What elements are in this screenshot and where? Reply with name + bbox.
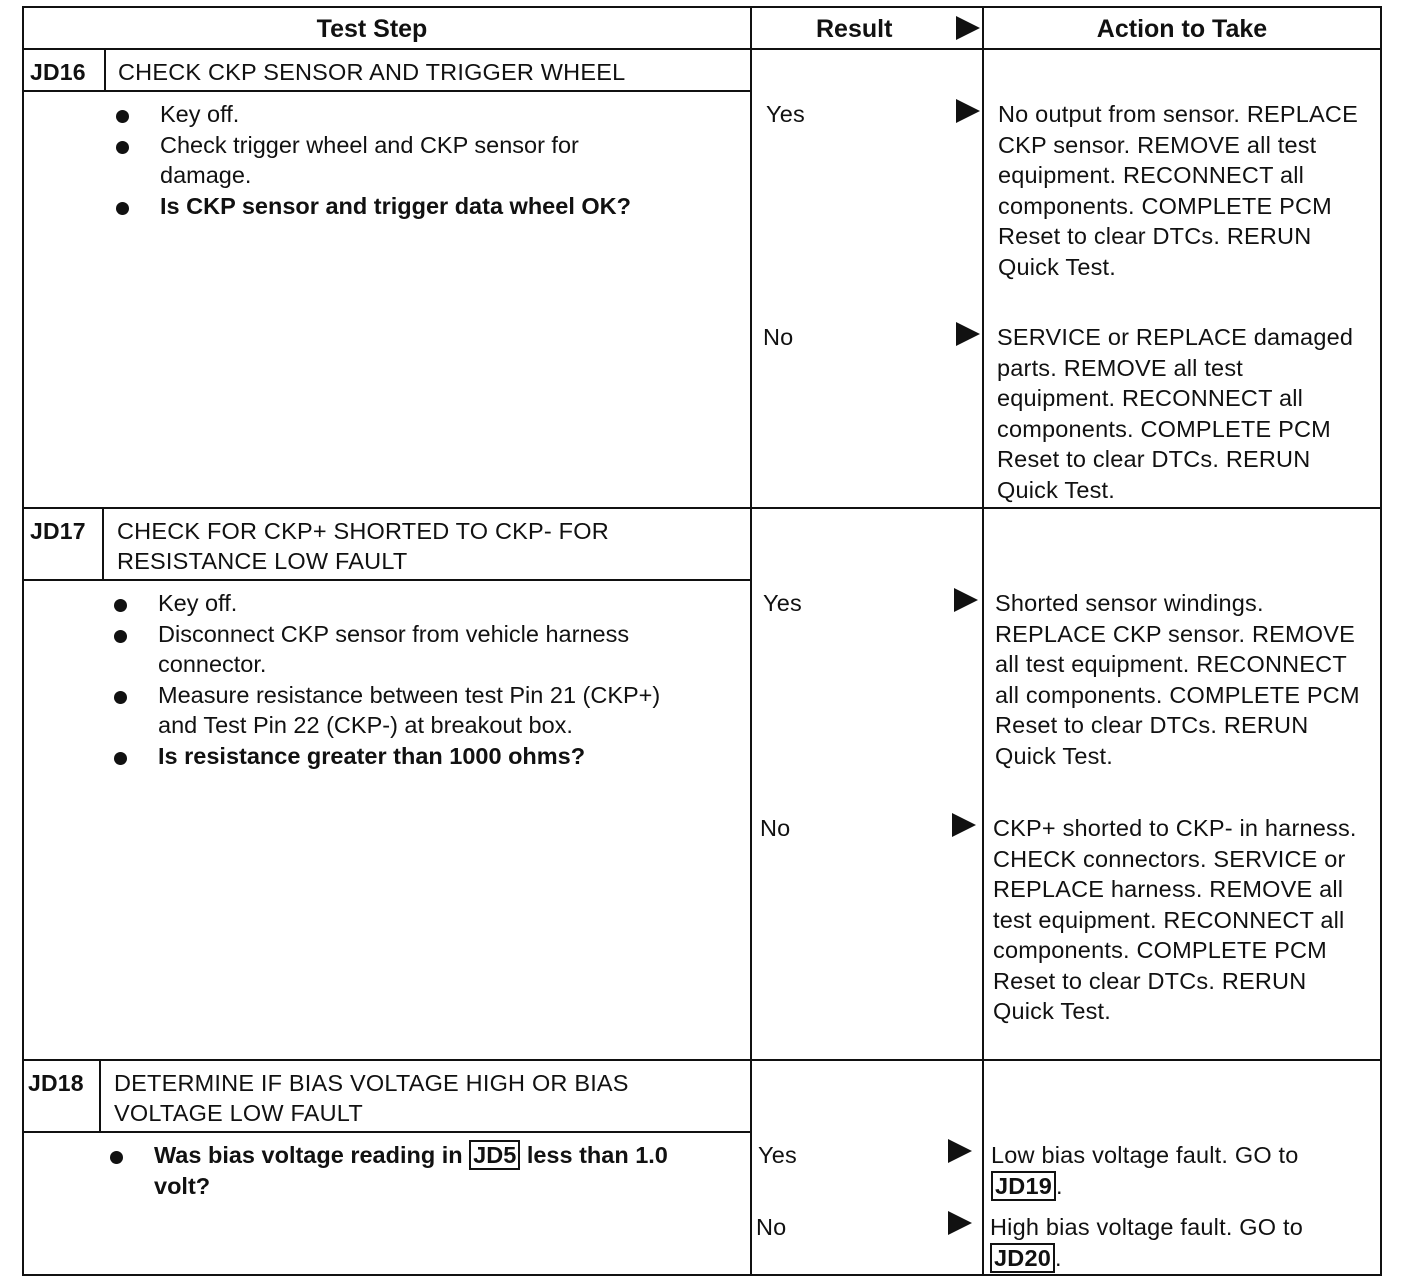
jd16-bullets	[114, 99, 674, 221]
jd17-action-no: CKP+ shorted to CKP- in harness. CHECK connectors. SERVICE or REPLACE harness. REMOVE all test equipment. RECONNECT all components. COMPLETE PCM Reset to clear DTCs. RERUN Quick Test.	[993, 815, 1357, 1024]
jd17-code-divider	[102, 507, 104, 581]
jd16-code-divider	[104, 48, 106, 92]
jd18-action-no-tail: .	[1054, 1244, 1062, 1271]
table-right-border	[1380, 6, 1382, 1276]
list-item: Disconnect CKP sensor from vehicle harness connector.	[112, 619, 712, 680]
header-result: Result	[816, 15, 893, 43]
jd18-bullets	[108, 1140, 708, 1201]
jd17-result-yes: Yes	[763, 590, 802, 616]
jd18-question-pre: Was bias voltage reading in	[154, 1142, 463, 1168]
step-code-jd18: JD18	[28, 1070, 84, 1096]
jd18-title-underline	[22, 1131, 752, 1133]
jd16-result-no: No	[763, 324, 794, 350]
jd16-result-yes: Yes	[766, 101, 805, 127]
table-bottom-border	[22, 1274, 1382, 1276]
jd16-title-underline	[22, 90, 752, 92]
step-code-jd16: JD16	[30, 59, 86, 85]
header-test-step: Test Step	[316, 15, 428, 43]
diagnostic-table	[22, 6, 1382, 1276]
arrow-icon	[956, 322, 980, 346]
step-title-jd18: DETERMINE IF BIAS VOLTAGE HIGH OR BIAS VOLTAGE LOW FAULT	[114, 1070, 629, 1126]
header-action: Action to Take	[1096, 15, 1268, 43]
header-arrow-icon	[956, 16, 980, 40]
jd18-action-no	[990, 1212, 1366, 1273]
jd18-result-no: No	[756, 1214, 787, 1240]
arrow-icon	[956, 99, 980, 123]
jd18-result-yes: Yes	[758, 1142, 797, 1168]
list-item: Key off.	[114, 99, 674, 130]
jd16-action-no: SERVICE or REPLACE damaged parts. REMOVE all test equipment. RECONNECT all components. COMPLETE PCM Reset to clear DTCs. RERUN Quick Test.	[997, 324, 1354, 503]
list-item: Is resistance greater than 1000 ohms?	[112, 741, 712, 772]
jd18-action-yes-text: Low bias voltage fault. GO to	[991, 1142, 1299, 1168]
jd17-action-yes: Shorted sensor windings. REPLACE CKP sensor. REMOVE all test equipment. RECONNECT all components. COMPLETE PCM Reset to clear DTCs. RERUN Quick Test.	[995, 590, 1360, 769]
list-item: Check trigger wheel and CKP sensor for damage.	[114, 130, 674, 191]
list-item: Measure resistance between test Pin 21 (CKP+) and Test Pin 22 (CKP-) at breakout box.	[112, 680, 688, 741]
jd17-result-no: No	[760, 815, 791, 841]
jd18-code-divider	[99, 1059, 101, 1133]
ref-jd19[interactable]: JD19	[991, 1171, 1056, 1201]
arrow-icon	[954, 588, 978, 612]
ref-jd20[interactable]: JD20	[990, 1243, 1055, 1273]
arrow-icon	[952, 813, 976, 837]
list-item	[108, 1140, 708, 1201]
column-divider-action	[982, 6, 984, 1276]
table-left-border	[22, 6, 24, 1276]
jd18-question-post: less than 1.0 volt?	[154, 1142, 668, 1199]
step-title-jd16: CHECK CKP SENSOR AND TRIGGER WHEEL	[118, 59, 626, 85]
jd18-action-yes	[991, 1140, 1361, 1201]
jd17-bottom-border	[22, 1059, 1382, 1061]
list-item: Is CKP sensor and trigger data wheel OK?	[114, 191, 800, 222]
jd18-action-no-text: High bias voltage fault. GO to	[990, 1214, 1303, 1240]
arrow-icon	[948, 1139, 972, 1163]
jd16-action-yes: No output from sensor. REPLACE CKP sensor. REMOVE all test equipment. RECONNECT all components. COMPLETE PCM Reset to clear DTCs. RERUN Quick Test.	[998, 101, 1358, 280]
step-title-jd17: CHECK FOR CKP+ SHORTED TO CKP- FOR RESISTANCE LOW FAULT	[117, 518, 609, 574]
jd16-bottom-border	[22, 507, 1382, 509]
list-item: Key off.	[112, 588, 712, 619]
ref-jd5[interactable]: JD5	[469, 1140, 520, 1170]
arrow-icon	[948, 1211, 972, 1235]
jd18-action-yes-tail: .	[1055, 1172, 1063, 1199]
jd17-title-underline	[22, 579, 752, 581]
step-code-jd17: JD17	[30, 518, 86, 544]
jd17-bullets	[112, 588, 712, 771]
